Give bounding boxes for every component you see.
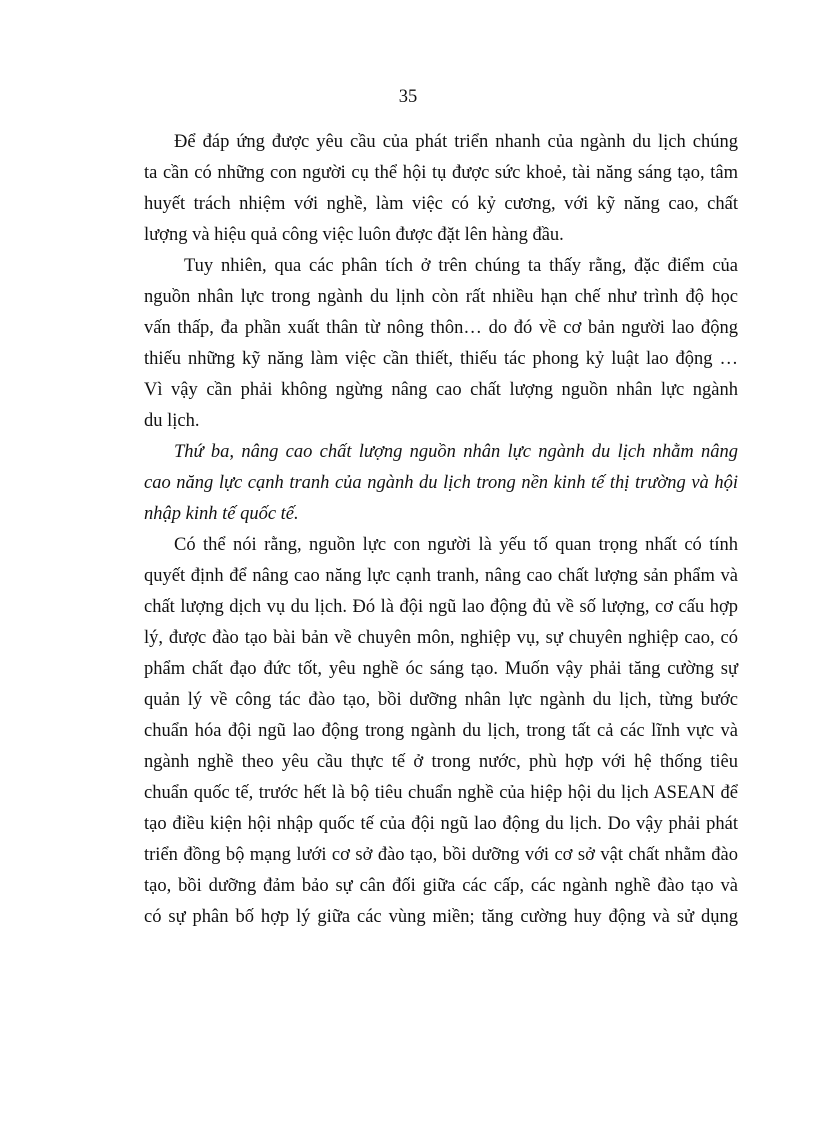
paragraph-line: Có thể nói rằng, nguồn lực con người là yếu tố quan trọng nhất có tính bbox=[174, 535, 738, 555]
paragraph-line: phẩm chất đạo đức tốt, yêu nghề óc sáng tạo. Muốn vậy phải tăng cường sự bbox=[144, 659, 738, 679]
body-text bbox=[144, 127, 738, 933]
paragraph-line: quyết định để nâng cao năng lực cạnh tranh, nâng cao chất lượng sản phẩm và bbox=[144, 566, 738, 586]
paragraph-line: quản lý về công tác đào tạo, bồi dưỡng nhân lực ngành du lịch, từng bước bbox=[144, 690, 738, 710]
paragraph-line: chuẩn quốc tế, trước hết là bộ tiêu chuẩn nghề của hiệp hội du lịch ASEAN để bbox=[144, 783, 738, 803]
paragraph-line: chuẩn hóa đội ngũ lao động trong ngành du lịch, trong tất cả các lĩnh vực và bbox=[144, 721, 738, 741]
page-number: 35 bbox=[398, 87, 418, 107]
paragraph-line: lý, được đào tạo bài bản về chuyên môn, nghiệp vụ, sự chuyên nghiệp cao, có bbox=[144, 628, 738, 648]
paragraph-2 bbox=[144, 251, 738, 437]
paragraph-1 bbox=[144, 127, 738, 251]
paragraph-line: triển đồng bộ mạng lưới cơ sở đào tạo, bồi dưỡng với cơ sở vật chất nhằm đào bbox=[144, 845, 738, 865]
paragraph-line: thiếu những kỹ năng làm việc cần thiết, thiếu tác phong kỷ luật lao động … bbox=[144, 349, 738, 369]
paragraph-line: chất lượng dịch vụ du lịch. Đó là đội ngũ lao động đủ về số lượng, cơ cấu hợp bbox=[144, 597, 738, 617]
paragraph-line: ta cần có những con người cụ thể hội tụ được sức khoẻ, tài năng sáng tạo, tâm bbox=[144, 163, 738, 183]
paragraph-4 bbox=[144, 530, 738, 933]
paragraph-line: huyết trách nhiệm với nghề, làm việc có kỷ cương, với kỹ năng cao, chất bbox=[144, 194, 738, 214]
paragraph-line: cao năng lực cạnh tranh của ngành du lịch trong nền kinh tế thị trường và hội bbox=[144, 473, 738, 493]
paragraph-3-italic bbox=[144, 437, 738, 530]
paragraph-line: Thứ ba, nâng cao chất lượng nguồn nhân lực ngành du lịch nhằm nâng bbox=[174, 442, 738, 462]
paragraph-line: vấn thấp, đa phần xuất thân từ nông thôn… do đó về cơ bản người lao động bbox=[144, 318, 738, 338]
paragraph-line: Tuy nhiên, qua các phân tích ở trên chúng ta thấy rằng, đặc điểm của bbox=[184, 256, 738, 276]
paragraph-line: nguồn nhân lực trong ngành du lịnh còn rất nhiều hạn chế như trình độ học bbox=[144, 287, 738, 307]
paragraph-line: có sự phân bố hợp lý giữa các vùng miền; tăng cường huy động và sử dụng bbox=[144, 907, 738, 927]
paragraph-line: lượng và hiệu quả công việc luôn được đặt lên hàng đầu. bbox=[144, 225, 564, 245]
paragraph-line: Vì vậy cần phải không ngừng nâng cao chất lượng nguồn nhân lực ngành bbox=[144, 380, 738, 400]
paragraph-line: ngành nghề theo yêu cầu thực tế ở trong nước, phù hợp với hệ thống tiêu bbox=[144, 752, 738, 772]
paragraph-line: Để đáp ứng được yêu cầu của phát triển nhanh của ngành du lịch chúng bbox=[174, 132, 738, 152]
paragraph-line: tạo, bồi dưỡng đảm bảo sự cân đối giữa các cấp, các ngành nghề đào tạo và bbox=[144, 876, 738, 896]
paragraph-line: du lịch. bbox=[144, 411, 200, 431]
paragraph-line: tạo điều kiện hội nhập quốc tế của đội ngũ lao động du lịch. Do vậy phải phát bbox=[144, 814, 738, 834]
paragraph-line: nhập kinh tế quốc tế. bbox=[144, 504, 299, 524]
